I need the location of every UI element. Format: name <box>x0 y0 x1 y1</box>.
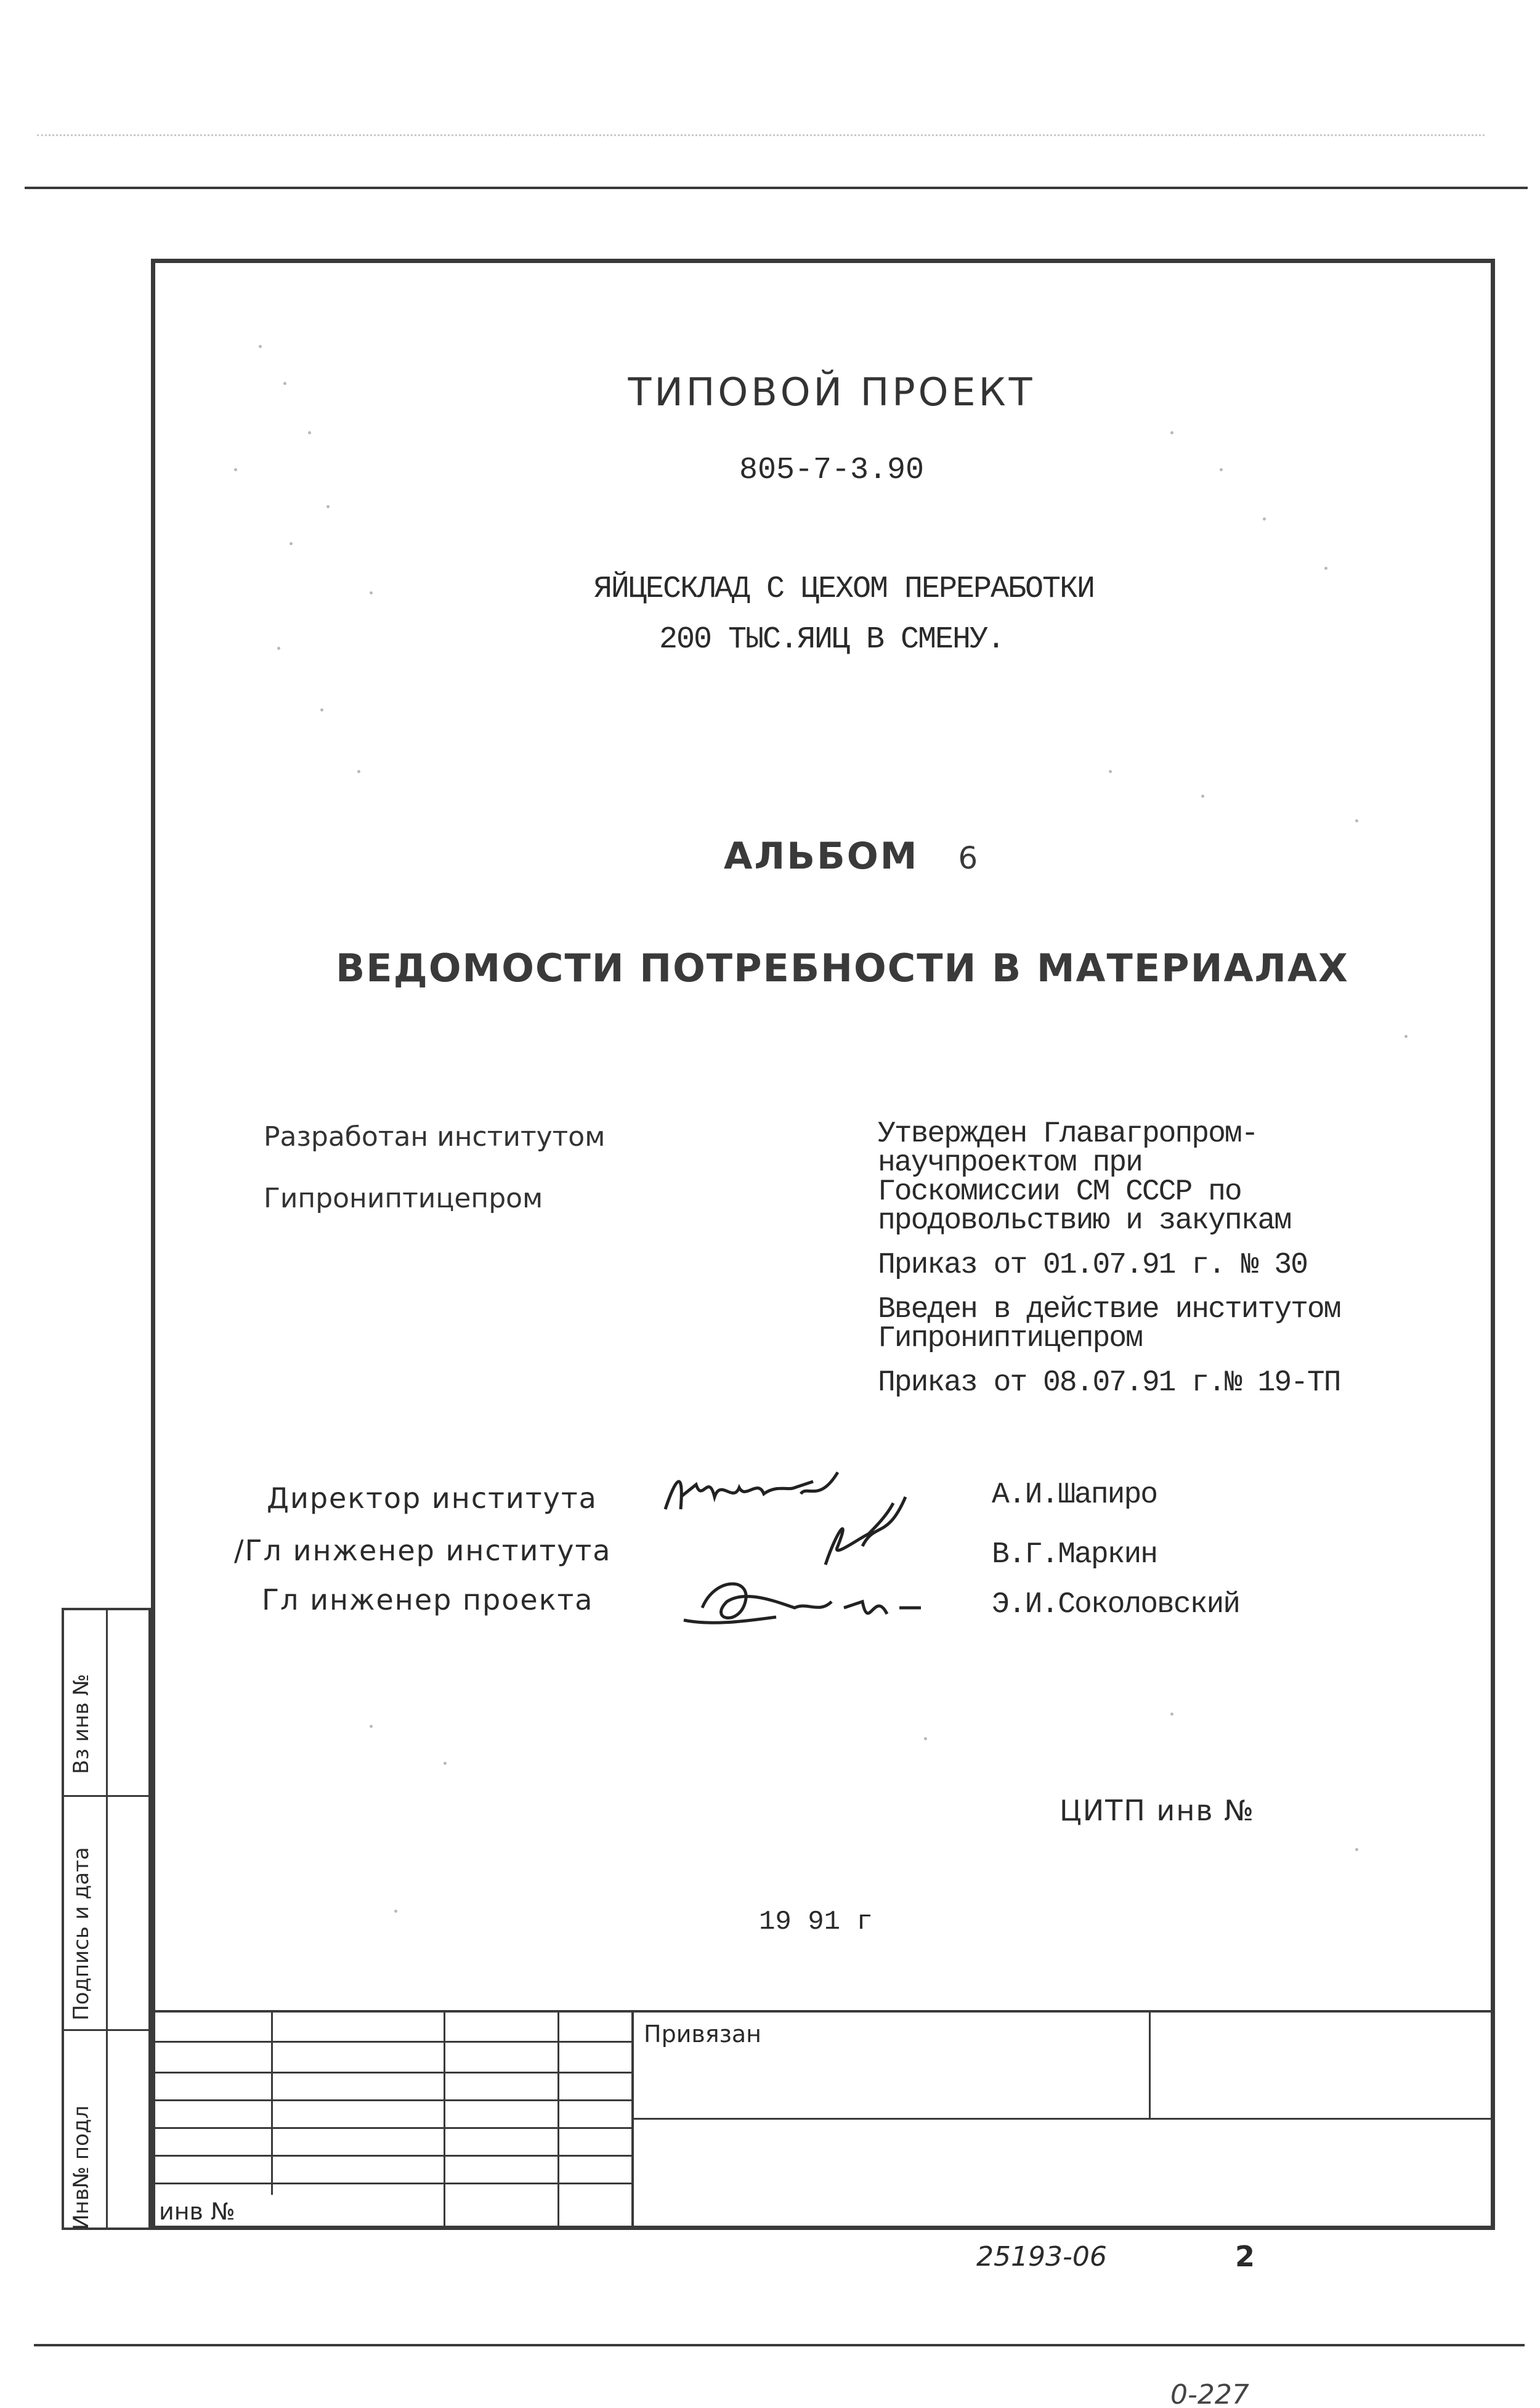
project-number: 805-7-3.90 <box>739 453 925 488</box>
project-type: ТИПОВОЙ ПРОЕКТ <box>628 370 1035 415</box>
citp-inventory: ЦИТП инв № <box>1060 1794 1255 1827</box>
approval-line-2: научпроектом при <box>878 1146 1142 1180</box>
approval-block <box>878 1117 1340 1400</box>
signatory-name-2: В.Г.Маркин <box>992 1538 1157 1571</box>
signatory-role-3: Гл инженер проекта <box>262 1583 594 1616</box>
album-label: АЛЬБОМ <box>724 835 919 878</box>
approval-enact-2: Гипрониптицепром <box>878 1322 1142 1355</box>
approval-order-1: Приказ от 01.07.91 г. № 30 <box>878 1249 1307 1282</box>
signatory-role-2: /Гл инженер института <box>234 1534 612 1567</box>
side-label-original-inventory: Инв№ подл <box>69 2105 94 2230</box>
signature-chief-engineer-institute <box>801 1491 924 1577</box>
approval-line-4: продовольствию и закупкам <box>878 1204 1291 1238</box>
album-heading <box>724 835 979 878</box>
title-line-1: ЯЙЦЕСКЛАД С ЦЕХОМ ПЕРЕРАБОТКИ <box>593 572 1095 607</box>
bottom-rule <box>34 2344 1525 2346</box>
stamp-inventory-label: инв № <box>159 2198 235 2225</box>
approval-line-3: Госкомиссии СМ СССР по <box>878 1175 1241 1209</box>
stamp-table <box>151 2010 1495 2230</box>
developer-line-1: Разработан институтом <box>264 1121 606 1153</box>
approval-enact-1: Введен в действие институтом <box>878 1293 1340 1326</box>
signatory-name-1: А.И.Шапиро <box>992 1478 1157 1512</box>
footer-doc-code: 25193-06 <box>976 2241 1107 2272</box>
developer-line-2: Гипрониптицепром <box>264 1183 543 1214</box>
album-number: 6 <box>958 840 980 876</box>
top-rule <box>25 187 1528 189</box>
top-faint-marks <box>37 134 1485 148</box>
approval-order-2: Приказ от 08.07.91 г.№ 19-ТП <box>878 1366 1340 1400</box>
approval-line-1: Утвержден Главагропром- <box>878 1117 1258 1151</box>
signatory-name-3: Э.И.Соколовский <box>992 1588 1240 1621</box>
year: 19 91 г <box>759 1907 873 1937</box>
side-label-replace-inventory: Вз инв № <box>69 1674 94 1774</box>
side-label-signature-date: Подпись и дата <box>69 1847 94 2021</box>
signatory-role-1: Директор института <box>267 1482 598 1515</box>
title-line-2: 200 ТЫС.ЯИЦ В СМЕНУ. <box>659 622 1005 657</box>
album-subject: ВЕДОМОСТИ ПОТРЕБНОСТИ В МАТЕРИАЛАХ <box>336 946 1349 991</box>
signature-chief-engineer-project <box>678 1565 924 1651</box>
footer-page-number: 2 <box>1235 2240 1255 2273</box>
corner-number: 0-227 <box>1170 2379 1249 2408</box>
stamp-attached-label: Привязан <box>644 2021 761 2048</box>
